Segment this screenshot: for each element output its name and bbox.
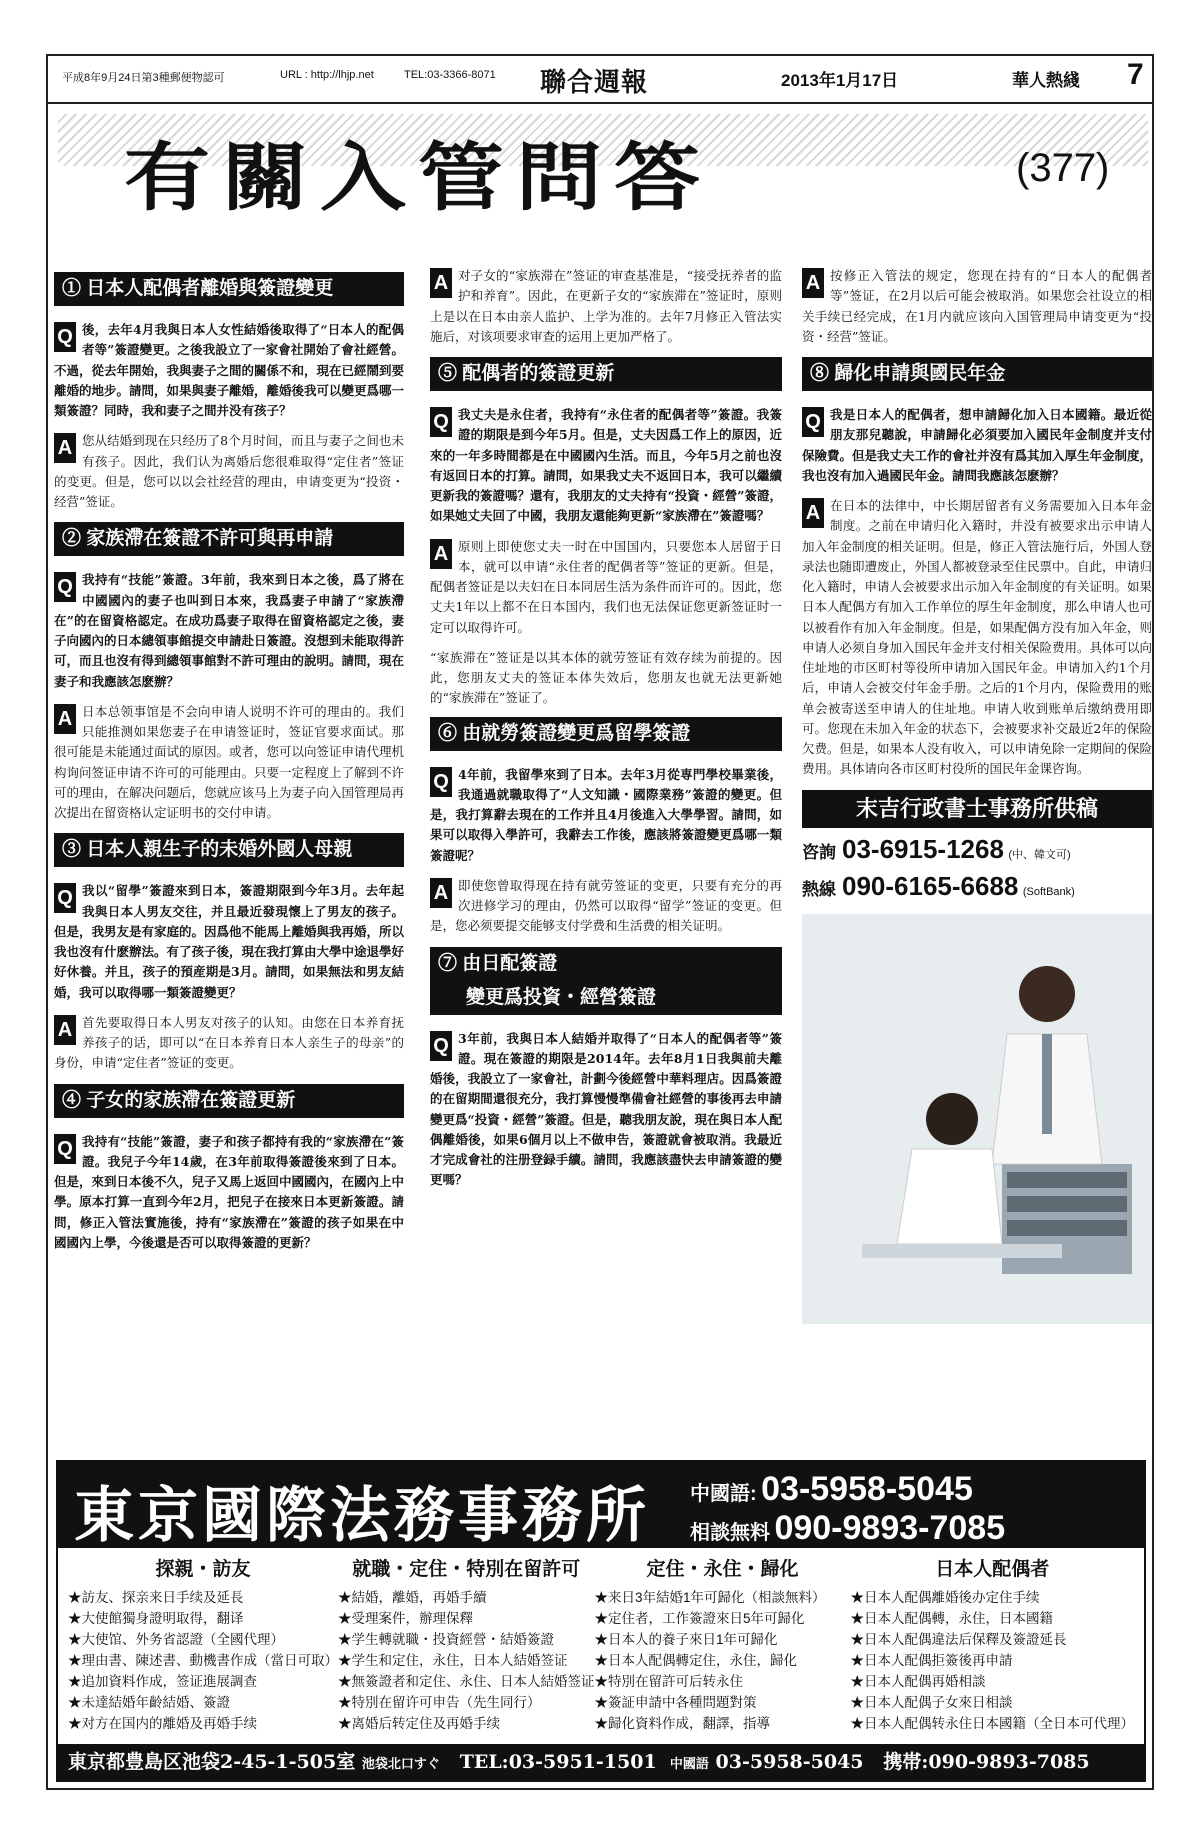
column-2 xyxy=(430,266,782,1201)
section-name: 華人熱綫 xyxy=(1012,71,1080,90)
a-badge-icon: A xyxy=(430,268,452,298)
ad-footer-tel[interactable]: TEL:03-5951-1501 xyxy=(459,1751,657,1773)
ad-office-name: 東京國際法務事務所 xyxy=(74,1481,650,1551)
law-office-ad xyxy=(56,1460,1146,1782)
section-heading: ② 家族滯在簽證不許可與再申請 xyxy=(54,522,404,556)
answer: A 对子女的“家族滞在”签证的审查基准是，“接受抚养者的监护和养育”。因此，在更新子女的“家族滞在”签证时，原则上是以在日本由亲人监护、上学为准的。去年7月修正入管法实施后，对该项要求审查的运用上更加严格了。 xyxy=(430,268,782,344)
q-badge-icon: Q xyxy=(430,407,452,437)
ad-address: 東京都豊島区池袋2-45-1-505室 xyxy=(68,1751,356,1773)
answer: A 首先要取得日本人男友对孩子的认知。由您在日本养育抚养孩子的话，即可以“在日本养育日本人亲生子的母亲”的身份，申请“定住者”签证的变更。 xyxy=(54,1014,404,1071)
ad-phone-1[interactable]: 03-5958-5045 xyxy=(761,1470,973,1508)
section-heading: ⑧ 歸化申請與國民年金 xyxy=(802,357,1152,391)
q-badge-icon: Q xyxy=(802,407,824,437)
newspaper-page xyxy=(46,54,1154,1790)
ad-column: 定住・永住・歸化 ★来日3年結婚1年可歸化（相談無料） ★定住者，工作簽證來日5年可歸化 ★日本人的養子來日1年可歸化 ★日本人配偶轉定住，永住，歸化 ★特別在留許可后转永住 ★簽証申請中各種問題對策 ★歸化資料作成，翻譯，指導 xyxy=(595,1554,851,1734)
column-3 xyxy=(802,266,1152,1324)
answer: A 原则上即使您丈夫一时在中国国内，只要您本人居留于日本，就可以申请“永住者的配偶者等”签证的更新。但是，配偶者签证是以夫妇在日本同居生活为条件而许可的。因此，您丈夫1年以上都不在日本国内，我们也无法保证您更新签证时一定可以取得许可。 xyxy=(430,538,782,635)
question: Q 3年前，我與日本人結婚并取得了“日本人的配偶者等”簽證。現在簽證的期限是2014年。去年8月1日我與前夫離婚後，我設立了一家會社，計劃今後經營中華料理店。因爲簽證的在留期間還很充分，我打算慢慢準備會社經營的事後再去申請變更爲“投資・經營”簽證。但是，聽我朋友說，現在與日本人配偶離婚後，如果6個月以上不做申告，簽證就會被取消。我最近才完成會社的注册登録手續。請問，我應該盡快去申請簽證的變更嗎？ xyxy=(430,1030,782,1188)
question: Q 我以“留學”簽證來到日本，簽證期限到今年3月。去年起我與日本人男友交往，并且最近發現懷上了男友的孩子。但是，我男友是有家庭的。因爲他不能馬上離婚與我再婚，所以我也沒有什麽辦法。有了孩子後，現在我打算由大學中途退學好好休養。并且，孩子的預産期是3月。請問，如果無法和男友結婚，我可以取得哪一類簽證變更？ xyxy=(54,883,405,1000)
paper-name: 聯合週報 xyxy=(540,67,649,97)
ad-phone-2[interactable]: 090-9893-7085 xyxy=(774,1509,1006,1547)
a-badge-icon: A xyxy=(54,704,76,734)
issue-date: 2013年1月17日 xyxy=(781,71,899,90)
page-title: 有關入管問答 xyxy=(124,134,712,222)
answer: A 按修正入管法的规定，您现在持有的“日本人的配偶者等”签证，在2月以后可能会被取消。如果您会社设立的相关手续已经完成，在1月内就应该向入国管理局申请变更为“投资・经营”签证。 xyxy=(802,268,1152,344)
ad-column-title: 日本人配偶者 xyxy=(935,1559,1050,1580)
q-badge-icon: Q xyxy=(430,767,452,797)
a-badge-icon: A xyxy=(802,268,824,298)
ad-column-title: 就職・定住・特別在留許可 xyxy=(352,1559,581,1580)
question: Q 4年前，我留學來到了日本。去年3月從専門學校畢業後，我通過就職取得了“人文知識・國際業務”簽證的變更。但是，我打算辭去現在的工作并且4月後進入大學學習。請問，如果可以取得入學許可，我辭去工作後，應該將簽證變更爲哪一類簽證呢？ xyxy=(430,766,782,863)
section-heading: ① 日本人配偶者離婚與簽證變更 xyxy=(54,272,404,306)
question: Q 我持有“技能”簽證，妻子和孩子都持有我的“家族滯在”簽證。我兒子今年14歲，在3年前取得簽證後來到了日本。但是，來到日本後不久，兒子又馬上返回中國國內，在國內上中學。原本打算一直到今年2月，把兒子在接來日本更新簽證。請問，修正入管法實施後，持有“家族滯在”簽證的孩子如果在中國國內上學，今後還是否可以取得簽證的更新？ xyxy=(54,1133,405,1250)
question: Q 我持有“技能”簽證。3年前，我來到日本之後，爲了將在中國國內的妻子也叫到日本來，我爲妻子申請了“家族滯在”的在留資格認定。在成功爲妻子取得在留資格認定之後，妻子向國內的日本總領事館提交申請赴日簽證。沒想到未能取得許可，而且也沒有得到總領事館對不許可理由的說明。請問，現在妻子和我應該怎麽辦？ xyxy=(54,572,405,689)
ad-column: 就職・定住・特別在留許可 ★結婚，離婚，再婚手續 ★受理案件，辦理保釋 ★学生轉就職・投資經營・結婚簽證 ★学生和定住，永住，日本人結婚签证 ★無簽證者和定住、永住、日本人結婚签证 ★特別在留许可申告（先生同行） ★离婚后转定住及再婚手续 xyxy=(338,1554,595,1734)
page-number: 7 xyxy=(1127,58,1144,91)
a-badge-icon: A xyxy=(430,539,452,569)
answer: A 即使您曾取得现在持有就劳签证的变更，只要有充分的再次进修学习的理由，仍然可以取得“留学”签证的变更。但是，您必须要提交能够支付学费和生活费的相关证明。 xyxy=(430,877,782,934)
answer-continued: “家族滞在”签证是以其本体的就劳签证有效存续为前提的。因此，您朋友丈夫的签证本体失效后，您朋友也就无法更新她的“家族滞在”签证了。 xyxy=(430,649,782,706)
issue-number: (377) xyxy=(1016,146,1110,190)
ad-service-grid xyxy=(58,1548,1144,1734)
permit-text: 平成8年9月24日第3種郵便物認可 xyxy=(62,72,225,84)
section-heading: ⑤ 配偶者的簽證更新 xyxy=(430,357,782,391)
contact-box xyxy=(802,790,1152,902)
ad-column-title: 定住・永住・歸化 xyxy=(646,1559,799,1580)
question: Q 我是日本人的配偶者，想申請歸化加入日本國籍。最近從朋友那兒聽說，申請歸化必須要加入國民年金制度并支付保險費。但是我丈夫工作的會社并沒有爲其加入厚生年金制度，我也沒有加入過國民年金。請問我應該怎麽辦？ xyxy=(802,407,1153,483)
question: Q 我丈夫是永住者，我持有“永住者的配偶者等”簽證。我簽證的期限是到今年5月。但是，丈夫因爲工作上的原因，近來的一年多時間都是在中國國內生活。而且，今年5月之前也沒有返回日本的打算。請問，如果我丈夫不返回日本，我可以繼續更新我的簽證嗎？還有，我朋友的丈夫持有“投資・經營”簽證，如果她丈夫回了中國，我朋友還能夠更新“家族滯在”簽證嗎？ xyxy=(430,407,782,524)
q-badge-icon: Q xyxy=(54,883,76,913)
ad-footer-mobile[interactable]: 携帯:090-9893-7085 xyxy=(883,1751,1090,1773)
office-photo xyxy=(802,914,1152,1324)
ad-header xyxy=(58,1462,1144,1551)
ad-column: 日本人配偶者 ★日本人配偶離婚後办定住手续 ★日本人配偶轉，永住，日本國籍 ★日本人配偶違法后保釋及簽證延長 ★日本人配偶拒簽後再申請 ★日本人配偶再婚相談 ★日本人配偶子女來日相談 ★日本人配偶转永住日本國籍（全日本可代理） xyxy=(851,1554,1135,1734)
url-text[interactable]: URL : http://lhjp.net xyxy=(280,69,374,81)
answer: A 日本总领事馆是不会向申请人说明不许可的理由的。我们只能推测如果您妻子在申请签证时，签证官要求面试。那很可能是未能通过面试的原因。或者，您可以向签证申请代理机构询问签证申请不许可的可能理由。只要一定程度上了解到不许可的理由，在解决问题后，您就应该马上为妻子向入国管理局再次提出在留资格认定证明书的交付申请。 xyxy=(54,703,405,820)
a-badge-icon: A xyxy=(54,433,76,463)
a-badge-icon: A xyxy=(430,878,452,908)
q-badge-icon: Q xyxy=(430,1031,452,1061)
q-badge-icon: Q xyxy=(54,1134,76,1164)
header-tel: TEL:03-3366-8071 xyxy=(404,69,496,81)
ad-phones: 中國語: 03-5958-5045 相談無料 090-9893-7085 xyxy=(690,1470,1006,1547)
a-badge-icon: A xyxy=(802,498,824,528)
consult-phone[interactable]: 03-6915-1268 xyxy=(842,833,1004,864)
ad-footer-cn-tel[interactable]: 03-5958-5045 xyxy=(715,1751,864,1773)
column-1 xyxy=(54,266,404,1263)
hotline-phone[interactable]: 090-6165-6688 xyxy=(842,870,1019,901)
question: Q 後，去年4月我與日本人女性結婚後取得了“日本人的配偶者等”簽證變更。之後我設立了一家會社開始了會社經營。不過，從去年開始，我與妻子之間的關係不和，現在已經鬧到要離婚的地步。請問，如果與妻子離婚，離婚後我可以變更爲哪一類簽證？同時，我和妻子之間并没有孩子？ xyxy=(54,322,405,418)
a-badge-icon: A xyxy=(54,1015,76,1045)
answer: A 在日本的法律中，中长期居留者有义务需要加入日本年金制度。之前在申请归化入籍时，并没有被要求出示申请人加入年金制度的相关证明。但是，修正入管法施行后，外国人登录法也随即遭废止，外国人都被登录至住民票中。自此，申请归化入籍时，申请人会被要求出示加入年金制度的有关证明。如果日本人配偶方有加入工作单位的厚生年金制度，那么申请人也可以被看作有加入年金制度。但是，如果配偶方没有加入年金，则申请人必须自身加入国民年金并支付相关保险费用。具体可以向住址地的市区町村等役所申请加入国民年金。申请加入约1个月后，申请人会被交付年金手册。之后的1个月内，保险费用的账单会被寄送至申请人的住址地。申请人收到账单后缴纳费用即可。您现在未加入年金的状态下，会被要求补交最近2年的保险欠费。但是，如果本人没有收入，可以申请免除一定期间的保险费用。具体请向各市区町村役所的国民年金课咨询。 xyxy=(802,498,1153,777)
section-heading: ⑥ 由就勞簽證變更爲留學簽證 xyxy=(430,717,782,751)
contact-title: 末吉行政書士事務所供稿 xyxy=(802,790,1152,828)
ad-column-title: 探親・訪友 xyxy=(155,1559,251,1580)
ad-footer: 東京都豊島区池袋2-45-1-505室 池袋北口すぐ TEL:03-5951-1501 中國語 03-5958-5045 携帯:090-9893-7085 xyxy=(58,1744,1144,1780)
consult-phone-row: 咨詢 03-6915-1268 (中、韓文可) xyxy=(802,833,1071,864)
ad-column: 探親・訪友 ★訪友、探亲来日手续及延長 ★大使館獨身證明取得，翻译 ★大使馆、外务省認證（全國代理） ★理由書、陳述書、動機書作成（當日可取） ★追加資料作成，签证進展調查 ★未達結婚年齡結婚、簽證 ★对方在国内的離婚及再婚手续 xyxy=(68,1554,338,1734)
q-badge-icon: Q xyxy=(54,572,76,602)
answer: A 您从结婚到现在只经历了8个月时间，而且与妻子之间也未有孩子。因此，我们认为离婚后您很难取得“定住者”签证的变更。但是，您可以以会社经营的理由，申请变更为“投资・经营”签证。 xyxy=(54,433,404,509)
q-badge-icon: Q xyxy=(54,322,76,352)
section-heading: ④ 子女的家族滯在簽證更新 xyxy=(54,1084,404,1118)
section-heading: ⑦ 由日配簽證 變更爲投資・經營簽證 xyxy=(430,947,782,1015)
hotline-phone-row: 熱線 090-6165-6688 (SoftBank) xyxy=(802,870,1075,901)
section-heading: ③ 日本人親生子的未婚外國人母親 xyxy=(54,833,404,867)
page-header xyxy=(48,56,1152,104)
